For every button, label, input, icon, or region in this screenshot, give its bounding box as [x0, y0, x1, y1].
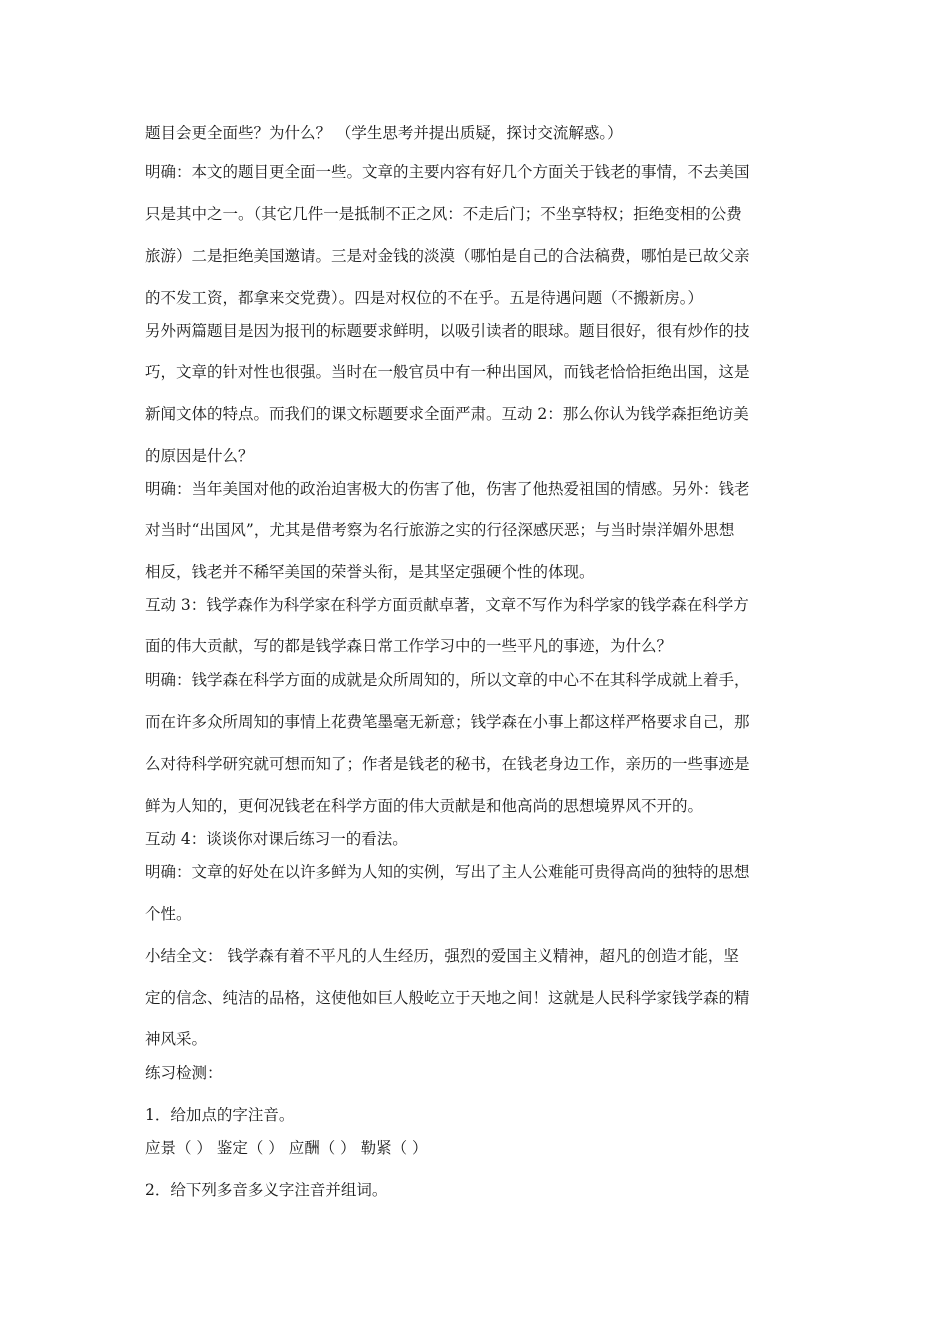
text-line: 旅游）二是拒绝美国邀请。三是对金钱的淡漠（哪怕是自己的合法稿费，哪怕是已故父亲	[145, 247, 750, 265]
exercise-item: 1．给加点的字注音。	[145, 1106, 295, 1124]
exercise-item: 2．给下列多音多义字注音并组词。	[145, 1181, 388, 1199]
text-line: 神风采。	[145, 1030, 208, 1048]
text-line: 么对待科学研究就可想而知了；作者是钱老的秘书，在钱老身边工作，亲历的一些事迹是	[145, 755, 750, 773]
text-line: 巧，文章的针对性也很强。当时在一般官员中有一种出国风，而钱老恰恰拒绝出国，这是	[145, 363, 750, 381]
text-line: 鲜为人知的，更何况钱老在科学方面的伟大贡献是和他高尚的思想境界风不开的。	[145, 797, 704, 815]
text-line: 题目会更全面些？为什么？ （学生思考并提出质疑，探讨交流解惑。）	[145, 124, 623, 142]
text-line: 另外两篇题目是因为报刊的标题要求鲜明，以吸引读者的眼球。题目很好，很有炒作的技	[145, 322, 750, 340]
text-line: 对当时“出国风”，尤其是借考察为名行旅游之实的行径深感厌恶；与当时崇洋媚外思想	[145, 521, 735, 539]
exercise-blanks: 应景（ ） 鉴定（ ） 应酬（ ） 勒紧（ ）	[145, 1139, 428, 1157]
text-line: 小结全文： 钱学森有着不平凡的人生经历，强烈的爱国主义精神，超凡的创造才能，坚	[145, 947, 739, 965]
text-line: 明确：本文的题目更全面一些。文章的主要内容有好几个方面关于钱老的事情，不去美国	[145, 163, 750, 181]
text-line: 而在许多众所周知的事情上花费笔墨毫无新意；钱学森在小事上都这样严格要求自己，那	[145, 713, 750, 731]
text-line: 互动 3：钱学森作为科学家在科学方面贡献卓著，文章不写作为科学家的钱学森在科学方	[145, 596, 749, 614]
text-line: 明确：文章的好处在以许多鲜为人知的实例，写出了主人公难能可贵得高尚的独特的思想	[145, 863, 750, 881]
text-line: 新闻文体的特点。而我们的课文标题要求全面严肃。互动 2：那么你认为钱学森拒绝访美	[145, 405, 749, 423]
text-line: 的不发工资，都拿来交党费）。四是对权位的不在乎。五是待遇问题（不搬新房。）	[145, 289, 704, 307]
section-heading: 练习检测：	[145, 1064, 223, 1082]
text-line: 的原因是什么？	[145, 447, 254, 465]
text-line: 明确：当年美国对他的政治迫害极大的伤害了他，伤害了他热爱祖国的情感。另外：钱老	[145, 480, 750, 498]
text-line: 只是其中之一。（其它几件一是抵制不正之风：不走后门；不坐享特权；拒绝变相的公费	[145, 205, 742, 223]
text-line: 明确：钱学森在科学方面的成就是众所周知的，所以文章的中心不在其科学成就上着手，	[145, 671, 750, 689]
text-line: 互动 4：谈谈你对课后练习一的看法。	[145, 830, 408, 848]
text-line: 定的信念、纯洁的品格，这使他如巨人般屹立于天地之间！这就是人民科学家钱学森的精	[145, 989, 750, 1007]
text-line: 相反，钱老并不稀罕美国的荣誉头衔，是其坚定强硬个性的体现。	[145, 563, 595, 581]
text-line: 个性。	[145, 905, 192, 923]
text-line: 面的伟大贡献，写的都是钱学森日常工作学习中的一些平凡的事迹，为什么？	[145, 637, 673, 655]
